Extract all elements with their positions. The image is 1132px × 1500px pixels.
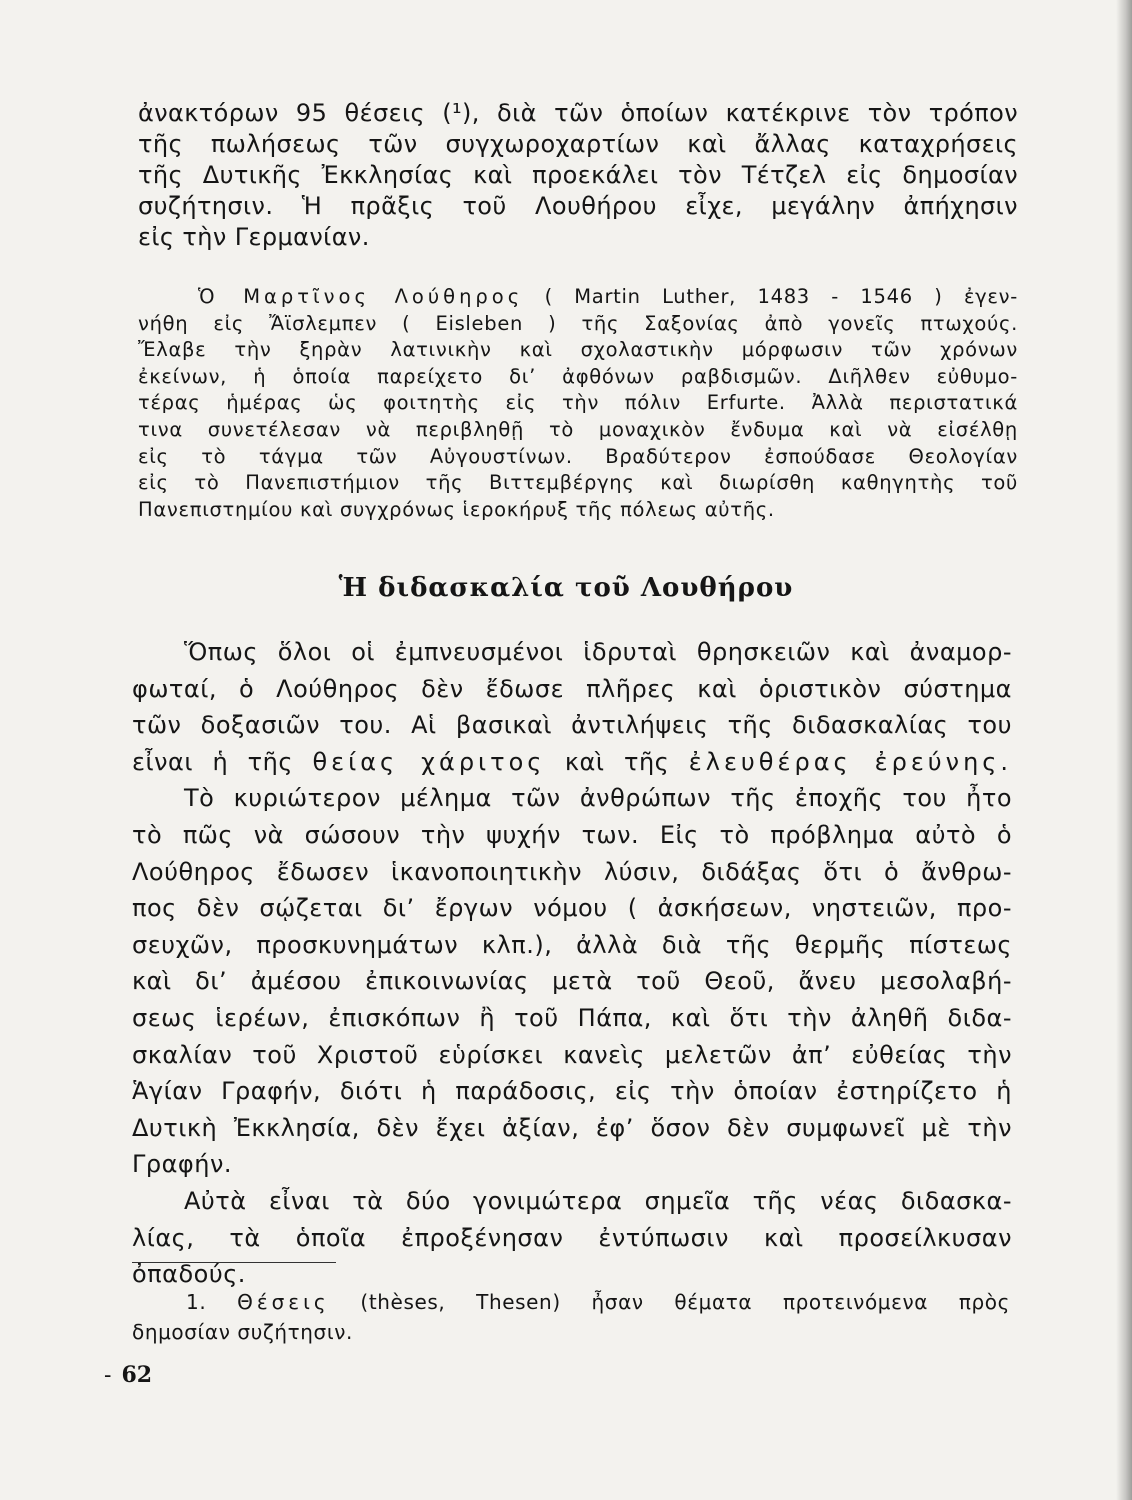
text-line: Γραφήν. bbox=[132, 1150, 233, 1179]
page-number-value: 62 bbox=[121, 1362, 153, 1388]
text-line: σευχῶν, προσκυνημάτων κλπ.), ἀλλὰ διὰ τῆς θερμῆς πίστεως bbox=[132, 930, 1012, 959]
text-line: σκαλίαν τοῦ Χριστοῦ εὑρίσκει κανεὶς μελετῶν ἀπ’ εὐθείας τὴν bbox=[132, 1040, 1012, 1069]
text-line: λίας, τὰ ὁποῖα ἐπροξένησαν ἐντύπωσιν καὶ προσείλκυσαν bbox=[132, 1223, 1012, 1252]
text-line: ὀπαδούς. bbox=[132, 1260, 246, 1289]
text-line bbox=[138, 284, 1018, 311]
text-segment: εἶναι ἡ τῆς bbox=[132, 747, 313, 776]
text-line: φωταί, ὁ Λούθηρος δὲν ἔδωσε πλῆρες καὶ ὁριστικὸν σύστημα bbox=[132, 674, 1012, 703]
emphasis-free-inquiry: ἐλευθέρας ἐρεύνης. bbox=[688, 747, 1013, 776]
top-paragraph bbox=[138, 98, 1018, 253]
luther-name-spaced: Ὁ Μαρτῖνος Λούθηρος bbox=[198, 285, 524, 308]
text-line: σεως ἱερέων, ἐπισκόπων ἢ τοῦ Πάπα, καὶ ὅτι τὴν ἀληθῆ διδα- bbox=[132, 1003, 1012, 1032]
text-line bbox=[132, 744, 1012, 781]
text-line: εἰς τὸ Πανεπιστήμιον τῆς Βιττεμβέργης καὶ διωρίσθη καθηγητὴς τοῦ bbox=[138, 471, 1018, 495]
text-line: τῆς Δυτικῆς Ἐκκλησίας καὶ προεκάλει τὸν Τέτζελ εἰς δημοσίαν bbox=[138, 161, 1018, 189]
text-line: τινα συνετέλεσαν νὰ περιβληθῇ τὸ μοναχικὸν ἔνδυμα καὶ νὰ εἰσέλθῃ bbox=[138, 417, 1018, 441]
text-line: Ὅπως ὅλοι οἱ ἐμπνευσμένοι ἱδρυταὶ θρησκειῶν καὶ ἀναμορ- bbox=[184, 638, 1012, 666]
text-line: νήθη εἰς Ἄϊσλεμπεν ( Eisleben ) τῆς Σαξονίας ἀπὸ γονεῖς πτωχούς. bbox=[138, 311, 1018, 335]
footnote-marker: 1. bbox=[186, 1290, 238, 1314]
text-segment: (thèses, Thesen) ἦσαν θέματα προτεινόμενα πρὸς bbox=[329, 1290, 1010, 1314]
section-heading: Ἡ διδασκαλία τοῦ Λουθήρου bbox=[338, 573, 794, 603]
text-line: Λούθηρος ἔδωσεν ἱκανοποιητικὴν λύσιν, διδάξας ὅτι ὁ ἄνθρω- bbox=[132, 857, 1012, 886]
text-line: Ἔλαβε τὴν ξηρὰν λατινικὴν καὶ σχολαστικὴν μόρφωσιν τῶν χρόνων bbox=[138, 338, 1018, 362]
main-text bbox=[132, 634, 1012, 1293]
text-line: καὶ δι’ ἀμέσου ἐπικοινωνίας μετὰ τοῦ Θεοῦ, ἄνευ μεσολαβή- bbox=[132, 967, 1012, 996]
text-segment: καὶ τῆς bbox=[545, 747, 689, 776]
footnote-divider bbox=[132, 1262, 336, 1263]
text-line: πος δὲν σῴζεται δι’ ἔργων νόμου ( ἀσκήσεων, νηστειῶν, προ- bbox=[132, 894, 1012, 923]
text-segment: ( Martin Luther, 1483 - 1546 ) ἐγεν- bbox=[523, 285, 1018, 308]
text-line: Ἁγίαν Γραφήν, διότι ἡ παράδοσις, εἰς τὴν ὁποίαν ἐστηρίζετο ἡ bbox=[132, 1077, 1012, 1106]
text-line: τέρας ἡμέρας ὡς φοιτητὴς εἰς τὴν πόλιν Erfurte. Ἀλλὰ περιστατικά bbox=[138, 391, 1018, 415]
text-line: τὸ πῶς νὰ σώσουν τὴν ψυχήν των. Εἰς τὸ πρόβλημα αὐτὸ ὁ bbox=[132, 820, 1012, 849]
text-line: εἰς τὸ τάγμα τῶν Αὐγουστίνων. Βραδύτερον ἐσπούδασε Θεολογίαν bbox=[138, 444, 1018, 468]
emphasis-divine-grace: θείας χάριτος bbox=[312, 747, 546, 776]
text-line: Δυτικὴ Ἐκκλησία, δὲν ἔχει ἀξίαν, ἐφ’ ὅσον δὲν συμφωνεῖ μὲ τὴν bbox=[132, 1113, 1012, 1142]
text-line: συζήτησιν. Ἡ πρᾶξις τοῦ Λουθήρου εἶχε, μεγάλην ἀπήχησιν bbox=[138, 192, 1018, 220]
text-line: εἰς τὴν Γερμανίαν. bbox=[138, 223, 370, 251]
footnote bbox=[132, 1287, 1010, 1347]
page-number bbox=[104, 1362, 152, 1388]
page-number-dash: - bbox=[104, 1363, 112, 1388]
text-line: τῆς πωλήσεως τῶν συγχωροχαρτίων καὶ ἄλλας καταχρήσεις bbox=[138, 130, 1018, 158]
text-line: Αὐτὰ εἶναι τὰ δύο γονιμώτερα σημεῖα τῆς νέας διδασκα- bbox=[184, 1186, 1012, 1215]
page-binding-shadow bbox=[1116, 0, 1132, 1500]
text-line bbox=[132, 1287, 1010, 1317]
text-line: Πανεπιστημίου καὶ συγχρόνως ἱεροκήρυξ τῆς πόλεως αὐτῆς. bbox=[138, 497, 775, 521]
text-line: Τὸ κυριώτερον μέλημα τῶν ἀνθρώπων τῆς ἐποχῆς του ἦτο bbox=[184, 784, 1012, 813]
text-line: ἀνακτόρων 95 θέσεις (¹), διὰ τῶν ὁποίων κατέκρινε τὸν τρόπον bbox=[138, 99, 1018, 127]
biography-note bbox=[138, 284, 1018, 523]
text-line: τῶν δοξασιῶν του. Αἱ βασικαὶ ἀντιλήψεις τῆς διδασκαλίας του bbox=[132, 711, 1012, 740]
footnote-term: Θέσεις bbox=[237, 1290, 330, 1314]
text-line: δημοσίαν συζήτησιν. bbox=[132, 1320, 353, 1344]
text-line: ἐκείνων, ἡ ὁποία παρείχετο δι’ ἀφθόνων ραβδισμῶν. Διῆλθεν εὐθυμο- bbox=[138, 364, 1018, 388]
